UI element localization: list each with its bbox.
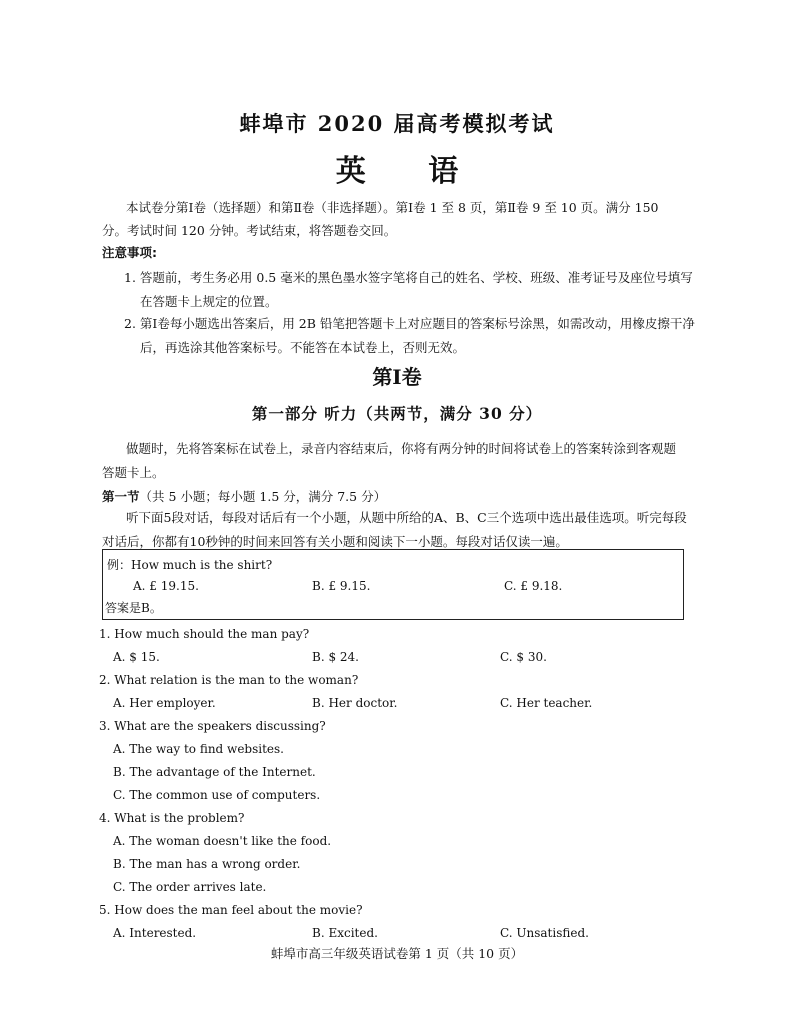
intro-line-1: 本试卷分第Ⅰ卷（选择题）和第Ⅱ卷（非选择题）。第Ⅰ卷 1 至 8 页，第Ⅱ卷 9 至 10 页。满分 150 [126, 200, 659, 215]
question-stem: 1. How much should the man pay? [99, 627, 310, 641]
option-b: B. $ 24. [312, 650, 359, 664]
option-c: C. The order arrives late. [113, 880, 267, 894]
section-title: 第一节 [102, 489, 140, 504]
part-instruction: 做题时，先将答案标在试卷上，录音内容结束后，你将有两分钟的时间将试卷上的答案转涂到客观题答题卡上。 [102, 441, 677, 480]
example-option-c: C. £ 9.18. [504, 579, 563, 593]
option-a: A. Her employer. [113, 696, 216, 710]
example-option-b: B. £ 9.15. [312, 579, 371, 593]
notice-item-1: 1. 答题前，考生务必用 0.5 毫米的黑色墨水签字笔将自己的姓名、学校、班级、准考证号及座位号填写在答题卡上规定的位置。 [124, 270, 693, 309]
example-box [102, 549, 684, 620]
exam-title: 蚌埠市 2020 届高考模拟考试 [239, 111, 555, 136]
option-c: C. The common use of computers. [113, 788, 321, 802]
question-stem: 2. What relation is the man to the woman? [99, 673, 359, 687]
option-b: B. Her doctor. [312, 696, 398, 710]
question-stem: 3. What are the speakers discussing? [99, 719, 326, 733]
section-heading [102, 487, 386, 505]
option-c: C. Unsatisfied. [500, 926, 589, 940]
option-a: A. The way to find websites. [113, 742, 284, 756]
option-a: A. $ 15. [113, 650, 160, 664]
section-meta: （共 5 小题；每小题 1.5 分，满分 7.5 分） [139, 489, 387, 504]
part-title: 第一部分 听力（共两节，满分 30 分） [251, 404, 543, 423]
question-stem: 4. What is the problem? [99, 811, 245, 825]
subject-title: 英 语 [335, 154, 485, 189]
intro-line-2: 分。考试时间 120 分钟。考试结束，将答题卷交回。 [102, 223, 397, 238]
page-footer: 蚌埠市高三年级英语试卷第 1 页（共 10 页） [270, 946, 524, 961]
volume-title: 第Ⅰ卷 [372, 365, 422, 389]
notice-item-2: 2. 第Ⅰ卷每小题选出答案后，用 2B 铅笔把答题卡上对应题目的答案标号涂黑，如需改动，用橡皮擦干净后，再选涂其他答案标号。不能答在本试卷上，否则无效。 [124, 316, 695, 355]
option-c: C. $ 30. [500, 650, 547, 664]
example-answer: 答案是B。 [105, 601, 162, 615]
option-b: B. Excited. [312, 926, 378, 940]
section-instruction: 听下面5段对话，每段对话后有一个小题，从题中所给的A、B、C三个选项中选出最佳选项。听完每段对话后，你都有10秒钟的时间来回答有关小题和阅读下一小题。每段对话仅读一遍。 [102, 510, 687, 549]
question-stem: 5. How does the man feel about the movie? [99, 903, 363, 917]
option-a: A. The woman doesn't like the food. [113, 834, 332, 848]
example-option-a: A. £ 19.15. [133, 579, 199, 593]
option-b: B. The advantage of the Internet. [113, 765, 316, 779]
option-a: A. Interested. [113, 926, 197, 940]
example-question: 例：How much is the shirt? [107, 558, 273, 572]
option-b: B. The man has a wrong order. [113, 857, 301, 871]
notice-title: 注意事项: [102, 245, 157, 260]
option-c: C. Her teacher. [500, 696, 593, 710]
